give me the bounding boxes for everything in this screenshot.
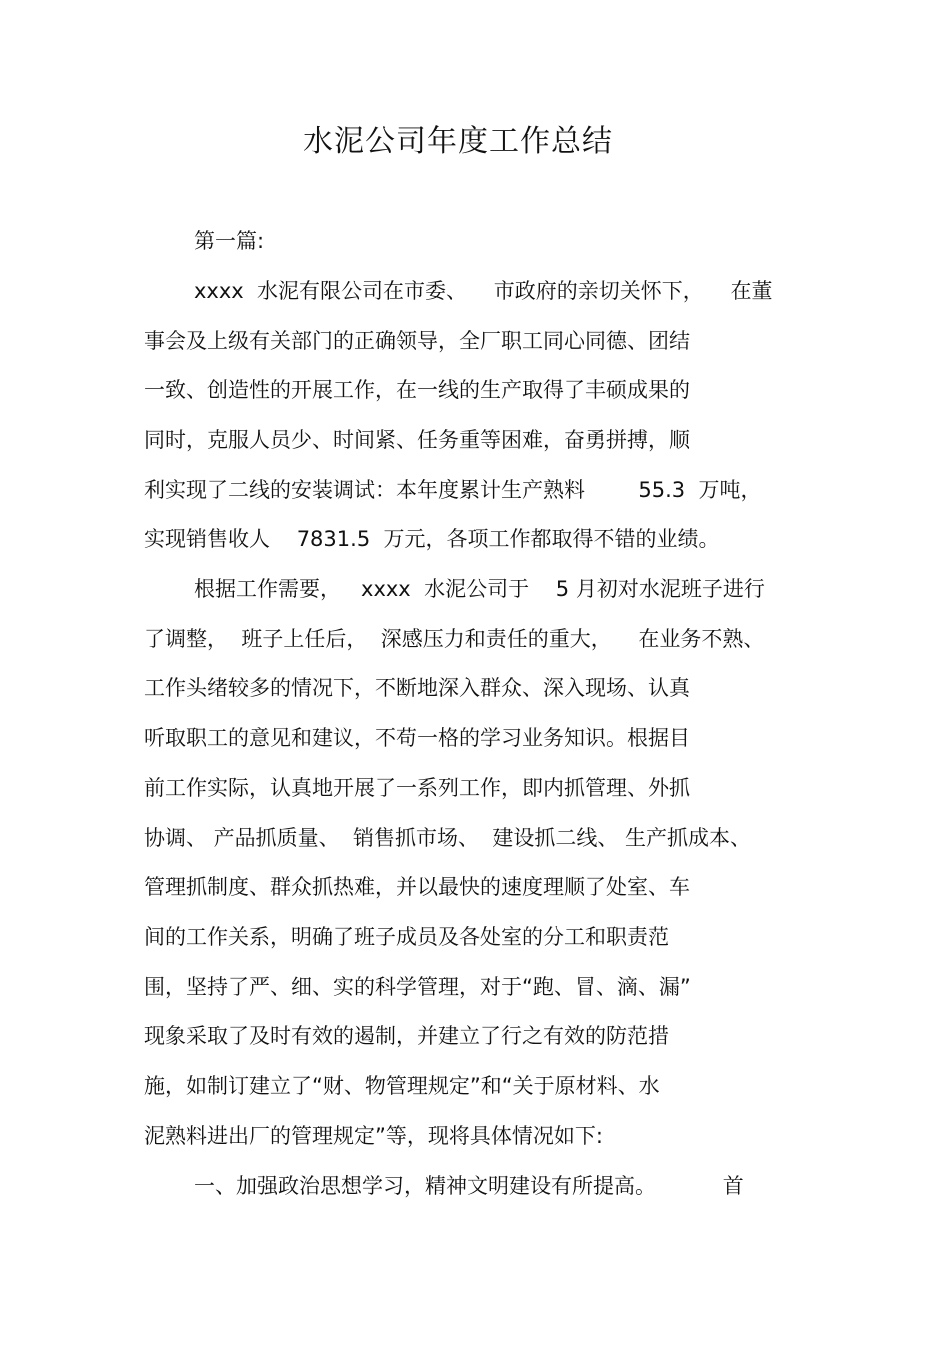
paragraph-line: 前工作实际，认真地开展了一系列工作，即内抓管理、外抓 — [144, 776, 690, 800]
paragraph-line: 协调、 产品抓质量、 销售抓市场、 建设抓二线、 生产抓成本、 — [144, 826, 752, 850]
paragraph-line: 一致、创造性的开展工作，在一线的生产取得了丰硕成果的 — [144, 378, 690, 402]
paragraph-line: 泥熟料进出厂的管理规定”等，现将具体情况如下: — [144, 1124, 603, 1148]
paragraph-line: 根据工作需要， xxxx 水泥公司于 5 月初对水泥班子进行 — [194, 577, 765, 601]
paragraph-line: 围，坚持了严、细、实的科学管理，对于“跑、冒、滴、漏” — [144, 975, 691, 999]
document-title: 水泥公司年度工作总结 — [303, 124, 613, 159]
paragraph-line: 事会及上级有关部门的正确领导，全厂职工同心同德、团结 — [144, 329, 690, 353]
paragraph-line: 现象采取了及时有效的遏制，并建立了行之有效的防范措 — [144, 1024, 669, 1048]
paragraph-line: 施，如制订建立了“财、物管理规定”和“关于原材料、水 — [144, 1074, 660, 1098]
paragraph-line: 实现销售收人 7831.5 万元，各项工作都取得不错的业绩。 — [144, 527, 720, 551]
paragraph-line: 利实现了二线的安装调试：本年度累计生产熟料 55.3 万吨， — [144, 478, 762, 502]
paragraph-line: 间的工作关系，明确了班子成员及各处室的分工和职责范 — [144, 925, 669, 949]
paragraph-line: 听取职工的意见和建议，不苟一格的学习业务知识。根据目 — [144, 726, 690, 750]
section-heading: 第一篇: — [194, 229, 265, 253]
paragraph-line: 同时，克服人员少、时间紧、任务重等困难，奋勇拼搏，顺 — [144, 428, 690, 452]
paragraph-line: xxxx 水泥有限公司在市委、 市政府的亲切关怀下， 在董 — [194, 279, 773, 303]
paragraph-line: 管理抓制度、群众抓热难，并以最快的速度理顺了处室、车 — [144, 875, 690, 899]
paragraph-line: 一、加强政治思想学习，精神文明建设有所提高。 首 — [194, 1174, 744, 1198]
paragraph-line: 工作头绪较多的情况下，不断地深入群众、深入现场、认真 — [144, 676, 690, 700]
paragraph-line: 了调整， 班子上任后， 深感压力和责任的重大， 在业务不熟、 — [144, 627, 765, 651]
